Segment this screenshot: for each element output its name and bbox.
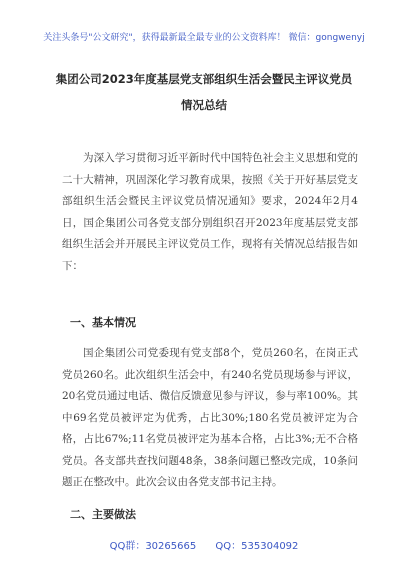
footer-qq: QQ：535304092 [215,541,299,552]
section-heading-basic-situation: 一、基本情况 [70,316,136,329]
header-promo-note: 关注头条号"公文研究"，获得最新最全最专业的公文资料库！ 微信：gongwenyj [43,33,365,43]
title-line-2: 情况总结 [181,98,227,112]
title-line-1: 集团公司2023年度基层党支部组织生活会暨民主评议党员 [55,72,353,86]
document-title [40,66,368,118]
basic-situation-paragraph: 国企集团公司党委现有党支部8个，党员260名，在岗正式党员260名。此次组织生活会中，有240名党员现场参与评议，20名党员通过电话、微信反馈意见参与评议，参与率100%。其中69名党员被评定为优秀，占比30%;180名党员被评定为合格，占比67%;11名党员被评定为基本合格，占比3%;无不合格党员。各支部共查找问题48条，38条问题已整改完成，10条问题正在整改中。此次会议由各党支部书记主持。 [62,347,358,488]
intro-paragraph: 为深入学习贯彻习近平新时代中国特色社会主义思想和党的二十大精神，巩固深化学习教育成果，按照《关于开好基层党支部组织生活会暨民主评议党员情况通知》要求，2024年2月4日，国企集团公司各党支部分别组织召开2023年度基层党支部组织生活会并开展民主评议党员工作，现将有关情况总结报告如下： [62,152,358,272]
footer-contact [0,537,408,552]
footer-qq-group: QQ群：30265665 [109,541,197,552]
section-heading-main-practices: 二、主要做法 [70,508,136,521]
